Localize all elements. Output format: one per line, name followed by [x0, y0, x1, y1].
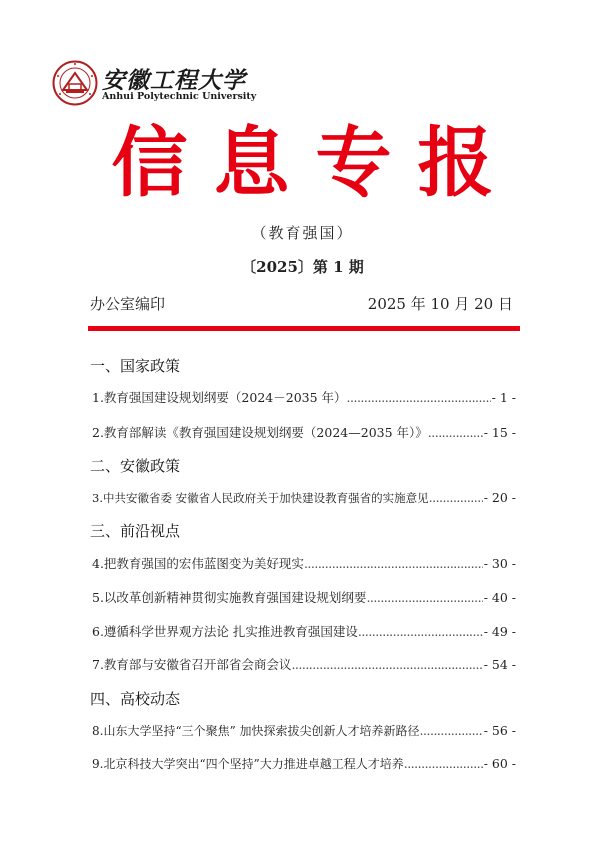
toc-entry-page: - 56 -	[483, 723, 516, 738]
toc-entry-page: - 40 -	[483, 590, 516, 605]
toc-entry[interactable]	[92, 722, 516, 740]
toc-entry-page: - 49 -	[483, 624, 516, 639]
publisher: 办公室编印	[90, 295, 166, 313]
toc-entry-title: 2.教育部解读《教育强国建设规划纲要（2024—2035 年）》	[92, 425, 428, 440]
toc-entry-page: - 1 -	[491, 390, 516, 405]
toc-entry-title: 6.遵循科学世界观方法论 扎实推进教育强国建设	[92, 624, 358, 639]
red-divider	[88, 326, 520, 331]
toc-leader-dots	[358, 623, 483, 641]
toc-entry-page: - 60 -	[483, 756, 516, 771]
publish-date: 2025 年 10 月 20 日	[367, 295, 513, 313]
toc-leader-dots	[404, 755, 483, 773]
issue-number: 〔2025〕第 1 期	[241, 258, 364, 276]
toc-entry[interactable]	[92, 755, 516, 773]
toc-leader-dots	[304, 555, 483, 573]
toc-entry-title: 4.把教育强国的宏伟蓝图变为美好现实	[92, 556, 304, 571]
toc-leader-dots	[366, 589, 482, 607]
section-heading: 二、安徽政策	[90, 457, 181, 475]
section-heading: 三、前沿视点	[90, 522, 181, 540]
toc-entry[interactable]	[92, 589, 516, 607]
toc-entry-page: - 54 -	[483, 657, 516, 672]
section-heading: 一、国家政策	[90, 357, 181, 375]
toc-entry-page: - 20 -	[483, 490, 516, 505]
document-subtitle: （教育强国）	[251, 224, 354, 242]
toc-entry-title: 5.以改革创新精神贯彻实施教育强国建设规划纲要	[92, 590, 367, 605]
toc-entry-page: - 15 -	[483, 425, 516, 440]
toc-leader-dots	[428, 424, 483, 442]
toc-entry[interactable]	[92, 656, 516, 674]
toc-entry[interactable]	[92, 489, 516, 507]
toc-entry-title: 8.山东大学坚持“三个聚焦” 加快探索拔尖创新人才培养新路径	[92, 724, 420, 738]
toc-entry-title: 3.中共安徽省委 安徽省人民政府关于加快建设教育强省的实施意见	[92, 491, 429, 505]
toc-leader-dots	[429, 489, 483, 507]
university-name-en: Anhui Polytechnic University	[102, 91, 257, 102]
toc-entry[interactable]	[92, 424, 516, 442]
toc-entry-page: - 30 -	[483, 556, 516, 571]
toc-entry[interactable]	[92, 623, 516, 641]
toc-entry-title: 7.教育部与安徽省召开部省会商会议	[92, 657, 292, 672]
toc-entry-title: 1.教育强国建设规划纲要（2024－2035 年）	[92, 390, 347, 405]
document-title: 信息专报	[111, 118, 520, 207]
toc-entry-title: 9.北京科技大学突出“四个坚持”大力推进卓越工程人才培养	[92, 757, 404, 771]
toc-entry[interactable]	[92, 555, 516, 573]
university-name-cn: 安徽工程大学	[102, 67, 246, 94]
toc-leader-dots	[420, 722, 483, 740]
section-heading: 四、高校动态	[90, 690, 181, 708]
university-logo	[52, 60, 257, 108]
university-seal-icon	[52, 60, 98, 106]
toc-leader-dots	[347, 389, 491, 407]
toc-entry[interactable]	[92, 389, 516, 407]
toc-leader-dots	[291, 656, 482, 674]
